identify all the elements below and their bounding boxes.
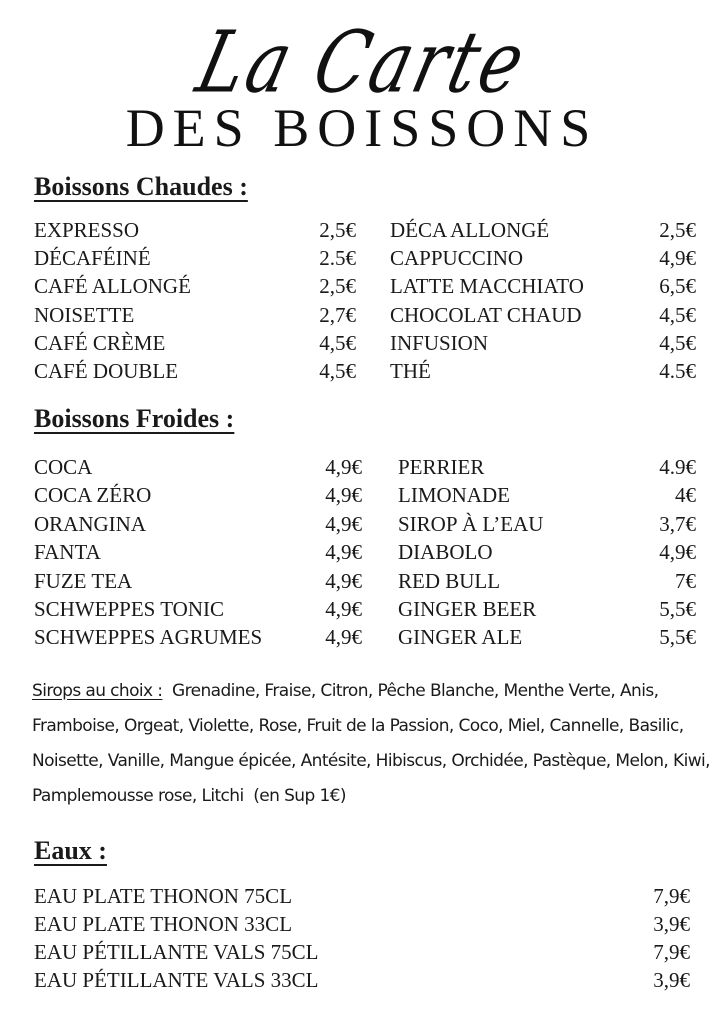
item-price: 7€ (675, 569, 696, 593)
item-name: FUZE TEA (34, 569, 133, 593)
menu-item (390, 301, 696, 329)
menu-item (34, 244, 356, 272)
item-price: 7,9€ (653, 940, 690, 964)
item-price: 2,5€ (319, 274, 356, 298)
item-price: 5,5€ (659, 625, 696, 649)
item-price: 4,9€ (325, 455, 362, 479)
item-price: 4,9€ (325, 597, 362, 621)
script-title: La Carte (187, 14, 537, 113)
item-price: 2.5€ (319, 246, 356, 270)
item-name: EAU PLATE THONON 33CL (34, 912, 293, 936)
item-price: 4,9€ (659, 540, 696, 564)
item-name: SCHWEPPES TONIC (34, 597, 225, 621)
menu-item (34, 938, 690, 966)
menu-item (390, 357, 696, 385)
item-price: 2,5€ (659, 218, 696, 242)
menu-item (398, 481, 696, 509)
item-name: DÉCAFÉINÉ (34, 246, 151, 270)
item-price: 4,9€ (325, 483, 362, 507)
menu-item (34, 882, 690, 910)
syrups-label: Sirops au choix : (32, 681, 163, 701)
page-title: DES BOISSONS (125, 98, 599, 158)
menu-item (34, 329, 356, 357)
menu-item (34, 216, 356, 244)
item-price: 3,7€ (659, 512, 696, 536)
item-price: 4.5€ (659, 359, 696, 383)
item-price: 4,9€ (325, 569, 362, 593)
menu-item (390, 244, 696, 272)
item-price: 3,9€ (653, 912, 690, 936)
item-price: 4,5€ (319, 359, 356, 383)
item-price: 4€ (675, 483, 696, 507)
item-name: CAPPUCCINO (390, 246, 524, 270)
item-price: 2,5€ (319, 218, 356, 242)
menu-item (398, 453, 696, 481)
menu-item (34, 453, 362, 481)
item-name: NOISETTE (34, 303, 135, 327)
menu-item (398, 623, 696, 651)
menu-item (34, 910, 690, 938)
menu-item (34, 357, 356, 385)
menu-item (34, 301, 356, 329)
item-price: 4,9€ (325, 540, 362, 564)
item-name: CAFÉ ALLONGÉ (34, 274, 191, 298)
item-price: 2,7€ (319, 303, 356, 327)
item-name: PERRIER (398, 455, 485, 479)
item-price: 4.9€ (659, 455, 696, 479)
item-price: 3,9€ (653, 968, 690, 992)
menu-item (34, 481, 362, 509)
menu-item (398, 567, 696, 595)
menu-item (34, 538, 362, 566)
item-name: CAFÉ CRÈME (34, 331, 166, 355)
item-name: SCHWEPPES AGRUMES (34, 625, 263, 649)
menu-item (390, 272, 696, 300)
menu-item (34, 595, 362, 623)
item-name: CHOCOLAT CHAUD (390, 303, 582, 327)
syrups-paragraph (32, 674, 712, 814)
item-price: 4,9€ (659, 246, 696, 270)
item-name: SIROP À L’EAU (398, 512, 544, 536)
item-name: EXPRESSO (34, 218, 140, 242)
item-price: 4,9€ (325, 625, 362, 649)
item-name: EAU PÉTILLANTE VALS 75CL (34, 940, 319, 964)
item-name: LATTE MACCHIATO (390, 274, 584, 298)
menu-item (34, 567, 362, 595)
item-name: COCA (34, 455, 93, 479)
menu-item (398, 510, 696, 538)
syrups-list: Grenadine, Fraise, Citron, Pêche Blanche, Menthe Verte, Anis, Framboise, Orgeat, Violette, Rose, Fruit de la Passion, Coco, Miel, Cannelle, Basilic, Noisette, Vanille, Mangue épicée, Antésite, Hibiscus, Orchidée, Pastèque, Melon, Kiwi, Pamplemousse rose, Litchi (32, 681, 710, 806)
item-name: CAFÉ DOUBLE (34, 359, 179, 383)
item-name: DIABOLO (398, 540, 493, 564)
menu-item (398, 595, 696, 623)
menu-item (34, 510, 362, 538)
item-name: GINGER ALE (398, 625, 523, 649)
waters-heading: Eaux : (34, 836, 107, 865)
menu-item (34, 966, 690, 994)
item-name: THÉ (390, 359, 431, 383)
menu-item (398, 538, 696, 566)
menu-item (34, 272, 356, 300)
item-name: FANTA (34, 540, 101, 564)
item-price: 4,9€ (325, 512, 362, 536)
item-name: DÉCA ALLONGÉ (390, 218, 550, 242)
item-name: ORANGINA (34, 512, 146, 536)
menu-item (34, 623, 362, 651)
cold-drinks-heading: Boissons Froides : (34, 404, 235, 433)
item-price: 6,5€ (659, 274, 696, 298)
item-price: 5,5€ (659, 597, 696, 621)
item-name: COCA ZÉRO (34, 483, 152, 507)
menu-item (390, 329, 696, 357)
item-name: INFUSION (390, 331, 489, 355)
syrups-supplement: (en Sup 1€) (253, 786, 346, 806)
item-price: 4,5€ (319, 331, 356, 355)
item-price: 7,9€ (653, 884, 690, 908)
hot-drinks-heading: Boissons Chaudes : (34, 172, 248, 201)
item-name: EAU PÉTILLANTE VALS 33CL (34, 968, 319, 992)
menu-item (390, 216, 696, 244)
item-name: LIMONADE (398, 483, 510, 507)
item-name: RED BULL (398, 569, 501, 593)
item-price: 4,5€ (659, 303, 696, 327)
item-price: 4,5€ (659, 331, 696, 355)
item-name: GINGER BEER (398, 597, 537, 621)
item-name: EAU PLATE THONON 75CL (34, 884, 293, 908)
